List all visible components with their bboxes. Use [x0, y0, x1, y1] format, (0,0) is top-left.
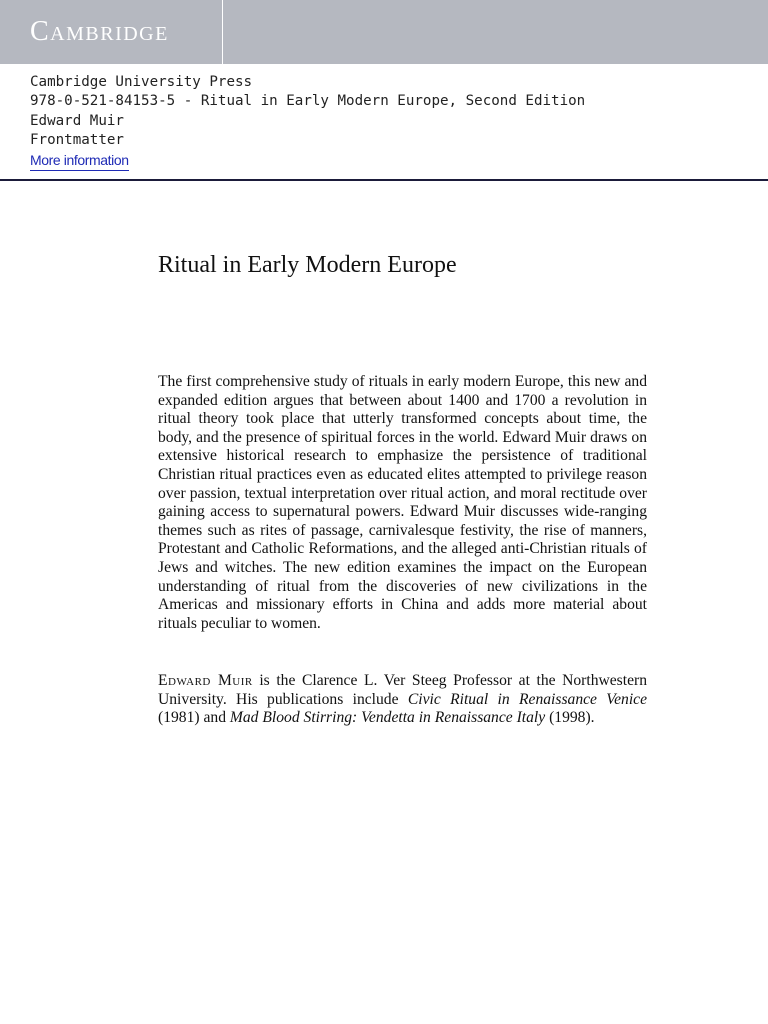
publisher-banner — [0, 0, 768, 64]
book-description: The first comprehensive study of rituals in early modern Europe, this new and expanded edition argues that between about 1400 and 1700 a revolution in ritual theory took place that utterly transformed concepts about time, the body, and the presence of spiritual forces in the world. Edward Muir draws on extensive historical research to emphasize the persistence of traditional Christian ritual practices even as educated elites attempted to privilege reason over passion, textual interpretation over ritual action, and moral rectitude over gaining access to supernatural powers. Edward Muir discusses wide-ranging themes such as rites of passage, carnivalesque festivity, the rise of manners, Protestant and Catholic Reformations, and the alleged anti-Christian rituals of Jews and witches. The new edition examines the impact on the European understanding of ritual from the discoveries of new civilizations in the Americas and missionary efforts in China and adds more material about rituals peculiar to women. — [158, 373, 647, 632]
bio-text: (1998). — [545, 709, 595, 727]
header-divider — [0, 179, 768, 181]
banner-divider — [222, 0, 223, 64]
author-name: Edward Muir — [30, 112, 124, 129]
bio-text: is the Clarence L. Ver Steeg Professor at the Northwestern University. His publications include — [158, 672, 647, 708]
bio-author-name: Edward Muir — [158, 672, 253, 689]
isbn-title: 978-0-521-84153-5 - Ritual in Early Modern Europe, Second Edition — [30, 93, 586, 110]
bio-work-title: Mad Blood Stirring: Vendetta in Renaissance Italy — [229, 709, 546, 727]
book-metadata — [30, 73, 730, 151]
cambridge-logo[interactable]: Cambridge — [30, 16, 169, 47]
bio-text: (1981) and — [158, 709, 230, 727]
bio-work-title: Civic Ritual in Renaissance Venice — [407, 690, 647, 708]
section-name: Frontmatter — [30, 132, 124, 149]
author-bio — [158, 672, 647, 728]
more-information-link[interactable]: More information — [30, 151, 129, 171]
publisher-name: Cambridge University Press — [30, 74, 253, 90]
book-title: Ritual in Early Modern Europe — [158, 252, 457, 278]
